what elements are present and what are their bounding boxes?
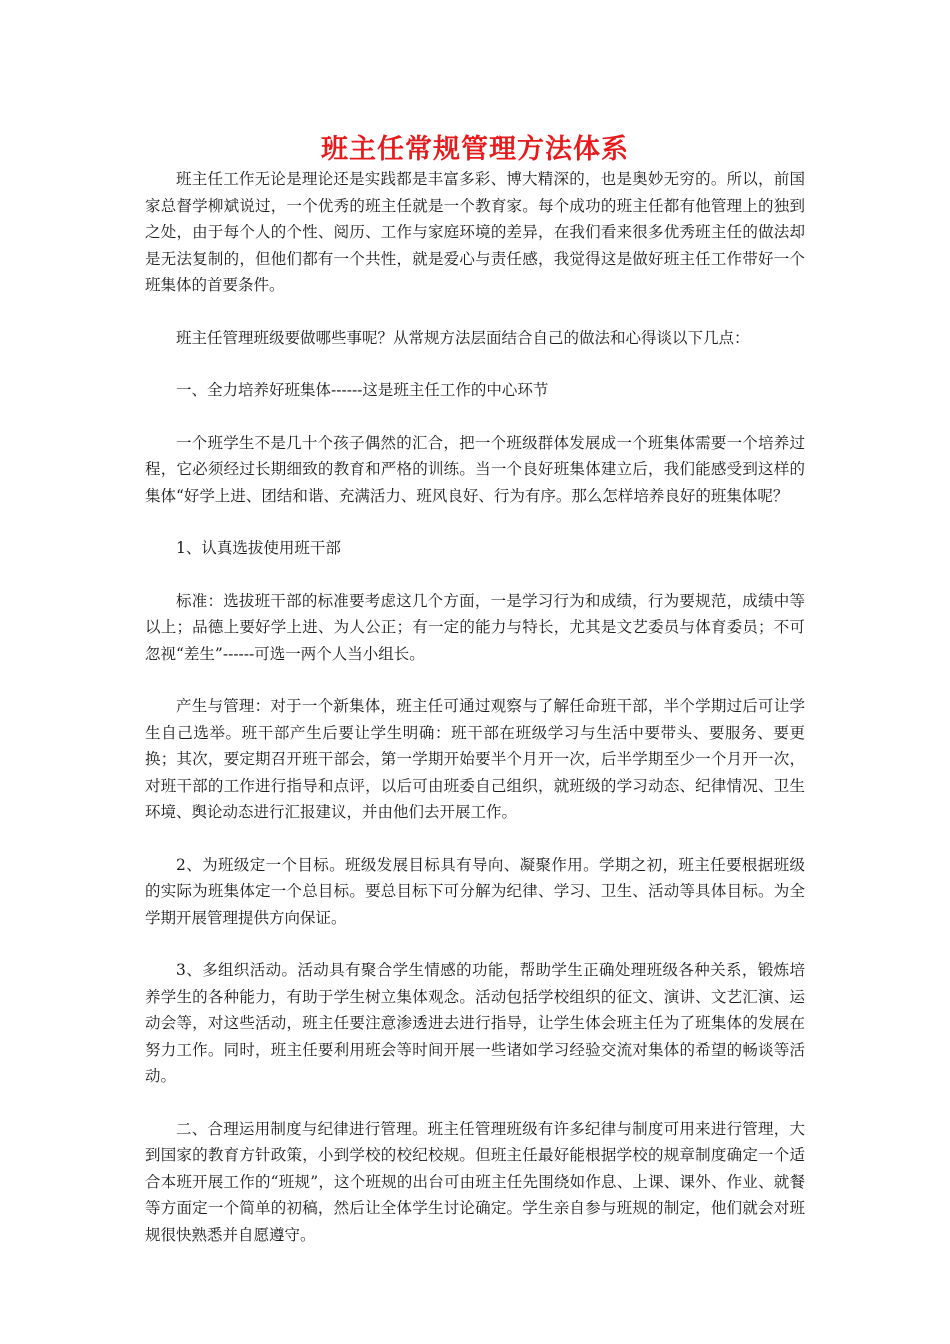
paragraph-intro: 班主任工作无论是理论还是实践都是丰富多彩、博大精深的，也是奥妙无穷的。所以，前国家总督学柳斌说过，一个优秀的班主任就是一个教育家。每个成功的班主任都有他管理上的独到之处，由于每个人的个性、阅历、工作与家庭环境的差异，在我们看来很多优秀班主任的做法却是无法复制的，但他们都有一个共性，就是爱心与责任感，我觉得这是做好班主任工作带好一个班集体的首要条件。 (145, 170, 805, 294)
paragraph-standards: 标准：选拔班干部的标准要考虑这几个方面，一是学习行为和成绩，行为要规范，成绩中等以上；品德上要好学上进、为人公正；有一定的能力与特长，尤其是文艺委员与体育委员；不可忽视“差生”------可选一两个人当小组长。 (145, 591, 805, 663)
paragraph-activities: 3、多组织活动。活动具有聚合学生情感的功能，帮助学生正确处理班级各种关系，锻炼培养学生的各种能力，有助于学生树立集体观念。活动包括学校组织的征文、演讲、文艺汇演、运动会等，对这些活动，班主任要注意渗透进去进行指导，让学生体会班主任为了班集体的发展在努力工作。同时，班主任要利用班会等时间开展一些诸如学习经验交流对集体的希望的畅谈等活动。 (145, 961, 805, 1085)
paragraph-goal: 2、为班级定一个目标。班级发展目标具有导向、凝聚作用。学期之初，班主任要根据班级的实际为班集体定一个总目标。要总目标下可分解为纪律、学习、卫生、活动等具体目标。为全学期开展管理提供方向保证。 (145, 855, 805, 927)
section-heading-2: 二、合理运用制度与纪律进行管理。班主任管理班级有许多纪律与制度可用来进行管理，大到国家的教育方针政策，小到学校的校纪校规。但班主任最好能根据学校的规章制度确定一个适合本班开展工作的“班规”，这个班规的出台可由班主任先围绕如作息、上课、课外、作业、就餐等方面定一个简单的初稿，然后让全体学生讨论确定。学生亲自参与班规的制定，他们就会对班规很快熟悉并自愿遵守。 (145, 1119, 805, 1244)
paragraph-question: 班主任管理班级要做哪些事呢？从常规方法层面结合自己的做法和心得谈以下几点： (176, 328, 750, 347)
subheading-select-cadres: 1、认真选拔使用班干部 (176, 539, 341, 557)
paragraph-class-collective: 一个班学生不是几十个孩子偶然的汇合，把一个班级群体发展成一个班集体需要一个培养过程，它必须经过长期细致的教育和严格的训练。当一个良好班集体建立后，我们能感受到这样的集体“好学上进、团结和谐、充满活力、班风良好、行为有序。那么怎样培养良好的班集体呢？ (145, 433, 805, 505)
section-heading-1: 一、全力培养好班集体------这是班主任工作的中心环节 (176, 381, 549, 399)
document-page (145, 130, 805, 1274)
document-title: 班主任常规管理方法体系 (321, 134, 629, 165)
paragraph-management: 产生与管理：对于一个新集体，班主任可通过观察与了解任命班干部，半个学期过后可让学生自己选举。班干部产生后要让学生明确：班干部在班级学习与生活中要带头、要服务、要更换；其次，要定期召开班干部会，第一学期开始要半个月开一次，后半学期至少一个月开一次，对班干部的工作进行指导和点评，以后可由班委自己组织，就班级的学习动态、纪律情况、卫生环境、舆论动态进行汇报建议，并由他们去开展工作。 (145, 697, 805, 821)
